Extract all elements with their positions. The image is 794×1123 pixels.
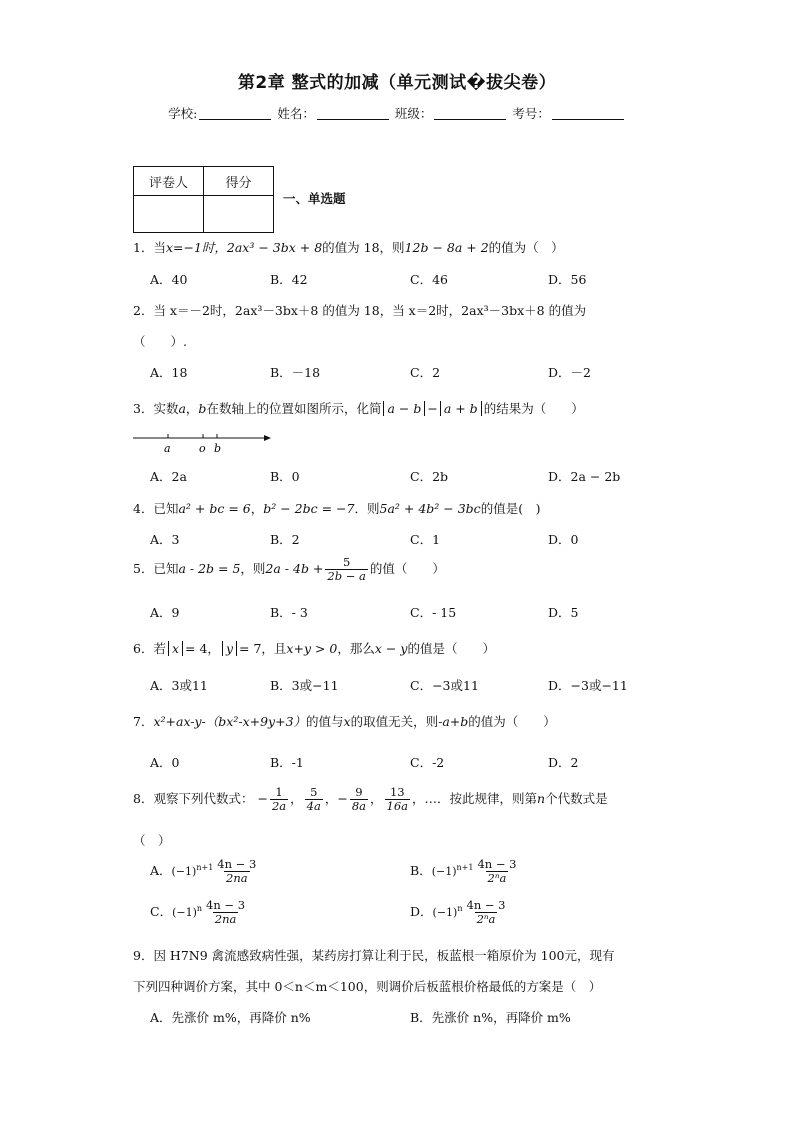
q5-lead: 5．已知	[133, 561, 179, 577]
q8-option-d[interactable]: D．$(-1)^n$ $\frac{4n - 3}{\text{2ⁿa}}$	[410, 898, 506, 927]
q1-expr1: 2ax³ − 3bx + 8	[226, 240, 323, 255]
q5-expr1: a - 2b = 5	[178, 561, 241, 577]
q4-expr3: 5a² + 4b² − 3bc	[379, 501, 481, 516]
q3-part1: 在数轴上的位置如图所示，化简	[206, 401, 382, 416]
q6-part1: ，且	[261, 641, 287, 656]
q8-term-4: $\frac{13}{16a}$	[386, 785, 409, 814]
q5-option-a[interactable]: A．9	[150, 605, 180, 620]
q6-lead: 6．若	[133, 641, 166, 656]
exam-no-blank[interactable]	[552, 107, 624, 120]
question-1	[133, 238, 564, 256]
q6-option-c[interactable]: C．−3或11	[410, 678, 479, 693]
q2-line1: 2．当 x＝－2时，2ax³－3bx＋8 的值为 18，当 x＝2时，2ax³－3bx＋8 的值为	[133, 303, 587, 318]
q9-option-b[interactable]: B．先涨价 n%，再降价 m%	[410, 1010, 571, 1025]
q3-abs1: a − b	[383, 401, 425, 416]
question-3	[133, 399, 584, 417]
school-blank[interactable]	[199, 107, 271, 120]
q7-var: x	[343, 714, 351, 729]
q4-expr1: a² + bc = 6	[178, 501, 251, 516]
q8-option-a[interactable]: A．$(-1)^{n+1}$ $\frac{4n - 3}{2na}$	[150, 857, 257, 886]
label-o: o	[199, 442, 206, 455]
q4-expr2: b² − 2bc = −7	[263, 501, 355, 516]
q1-part1: x=−1时，	[165, 240, 227, 255]
q3-minus: −	[427, 401, 438, 416]
q2-option-d[interactable]: D．－2	[548, 365, 591, 380]
q1-part2: 的值为 18，则	[322, 240, 405, 255]
q4-sep: ，	[250, 501, 264, 516]
label-b: b	[214, 442, 222, 455]
q8-term-1: − $\frac{1}{2a}$	[257, 785, 287, 814]
q9-line1: 9．因 H7N9 禽流感致病性强，某药房打算让利于民，板蓝根一箱原价为 100元，现有	[133, 948, 615, 963]
q7-expr1: x²+ax-y-（bx²-x+9y+3）	[153, 714, 307, 729]
reviewer-cell[interactable]	[134, 196, 204, 233]
q7-option-b[interactable]: B．-1	[270, 755, 304, 770]
q4-option-a[interactable]: A．3	[150, 532, 180, 547]
q8-line2: （ ）	[133, 833, 171, 848]
q6-option-b[interactable]: B．3或−11	[270, 678, 339, 693]
q6-abs-y: y	[222, 641, 237, 656]
q7-lead: 7．	[133, 714, 154, 729]
q5-part1: ，则	[240, 561, 266, 577]
q1-expr2: 12b − 8a + 2	[404, 240, 489, 255]
q6-option-a[interactable]: A．3或11	[150, 678, 208, 693]
q7-expr2: -a+b	[438, 714, 469, 729]
q5-option-b[interactable]: B．- 3	[270, 605, 308, 620]
reviewer-header: 评卷人	[134, 167, 204, 196]
name-blank[interactable]	[317, 107, 389, 120]
q5-part2: 的值（ ）	[369, 561, 445, 577]
q1-part3: 的值为（ ）	[488, 240, 564, 255]
q1-lead: 1．当	[133, 240, 166, 255]
q3-var-b: b	[198, 401, 207, 416]
q8-part2: 个代数式是	[545, 791, 608, 807]
q9-line2: 下列四种调价方案，其中 0＜n＜m＜100，则调价后板蓝根价格最低的方案是（ ）	[133, 979, 602, 994]
q1-option-d[interactable]: D．56	[548, 272, 587, 287]
q8-option-b[interactable]: B．$(-1)^{n+1}$ $\frac{4n - 3}{\text{2ⁿa}}$	[410, 857, 517, 886]
q6-part2: ，那么	[337, 641, 375, 656]
q2-option-a[interactable]: A．18	[150, 365, 188, 380]
q1-option-c[interactable]: C．46	[410, 272, 448, 287]
q7-part2: 的取值无关，则	[350, 714, 439, 729]
score-table	[133, 166, 274, 233]
q8-term-2: $\frac{5}{4a}$	[306, 785, 321, 814]
label-a: a	[164, 442, 171, 455]
question-6	[133, 639, 495, 657]
class-blank[interactable]	[434, 107, 506, 120]
question-5	[133, 556, 445, 583]
q5-fraction: $\frac{5}{2b - a}$	[327, 555, 366, 584]
q4-option-d[interactable]: D．0	[548, 532, 579, 547]
q6-sep: ，	[207, 641, 220, 656]
q6-eq2: = 7	[239, 641, 262, 656]
score-header: 得分	[204, 167, 274, 196]
q7-option-a[interactable]: A．0	[150, 755, 180, 770]
q6-expr2: x − y	[374, 641, 408, 656]
section-title: 一、单选题	[283, 191, 346, 206]
q2-option-b[interactable]: B．－18	[270, 365, 321, 380]
q7-part3: 的值为（ ）	[468, 714, 556, 729]
q7-part1: 的值与	[306, 714, 344, 729]
q6-expr1: x+y > 0	[286, 641, 338, 656]
page-title: 第2章 整式的加减（单元测试�拔尖卷）	[237, 73, 557, 93]
q3-lead: 3．实数	[133, 401, 179, 416]
name-label: 姓名：	[277, 106, 315, 121]
exam-no-label: 考号：	[512, 106, 550, 121]
question-8: 8．观察下列代数式： − $\frac{1}{2a}$ ， $\frac{5}{4a}$ ，− $\frac{9}{8a}$ ， $\frac{13}{16a}$ ，…．按此规律，则第n个代数式是	[133, 785, 608, 814]
q1-option-a[interactable]: A．40	[150, 272, 188, 287]
q2-option-c[interactable]: C．2	[410, 365, 441, 380]
q2-line2: （ ）.	[133, 334, 187, 349]
q3-option-a[interactable]: A．2a	[150, 469, 187, 484]
number-line-arrow	[264, 435, 271, 441]
q4-part1: ．则	[354, 501, 380, 516]
q4-option-c[interactable]: C．1	[410, 532, 441, 547]
q5-expr2: 2a - 4b +	[265, 561, 324, 577]
q8-part1: ，…．按此规律，则第	[412, 791, 538, 807]
student-info-line	[0, 104, 794, 122]
q6-abs-x: x	[168, 641, 183, 656]
q8-var: n	[537, 791, 546, 807]
score-cell[interactable]	[204, 196, 274, 233]
q5-option-c[interactable]: C．- 15	[410, 605, 457, 620]
number-line	[133, 428, 278, 456]
q8-term-3: − $\frac{9}{8a}$	[337, 785, 367, 814]
q6-eq1: = 4	[185, 641, 208, 656]
q4-option-b[interactable]: B．2	[270, 532, 300, 547]
q3-part2: 的结果为（ ）	[483, 401, 584, 416]
q3-option-b[interactable]: B．0	[270, 469, 300, 484]
q6-option-d[interactable]: D．−3或−11	[548, 678, 628, 693]
school-label: 学校:	[168, 106, 198, 121]
q1-option-b[interactable]: B．42	[270, 272, 308, 287]
q9-option-a[interactable]: A．先涨价 m%，再降价 n%	[150, 1010, 311, 1025]
q8-option-c[interactable]: C．$(-1)^n$ $\frac{4n - 3}{2na}$	[150, 898, 246, 927]
class-label: 班级：	[394, 106, 433, 121]
q3-abs2: a + b	[440, 401, 482, 416]
q7-option-c[interactable]: C．-2	[410, 755, 445, 770]
q3-var-a: a	[178, 401, 186, 416]
q3-option-d[interactable]: D．2a − 2b	[548, 469, 621, 484]
question-4	[133, 499, 540, 517]
q6-part3: 的值是（ ）	[407, 641, 495, 656]
q3-sep: ，	[185, 401, 199, 416]
q3-option-c[interactable]: C．2b	[410, 469, 449, 484]
q7-option-d[interactable]: D．2	[548, 755, 579, 770]
q4-part2: 的值是( )	[480, 501, 541, 516]
q4-lead: 4．已知	[133, 501, 179, 516]
q5-option-d[interactable]: D．5	[548, 605, 579, 620]
q8-lead: 8．观察下列代数式：	[133, 791, 254, 807]
question-7	[133, 712, 556, 730]
